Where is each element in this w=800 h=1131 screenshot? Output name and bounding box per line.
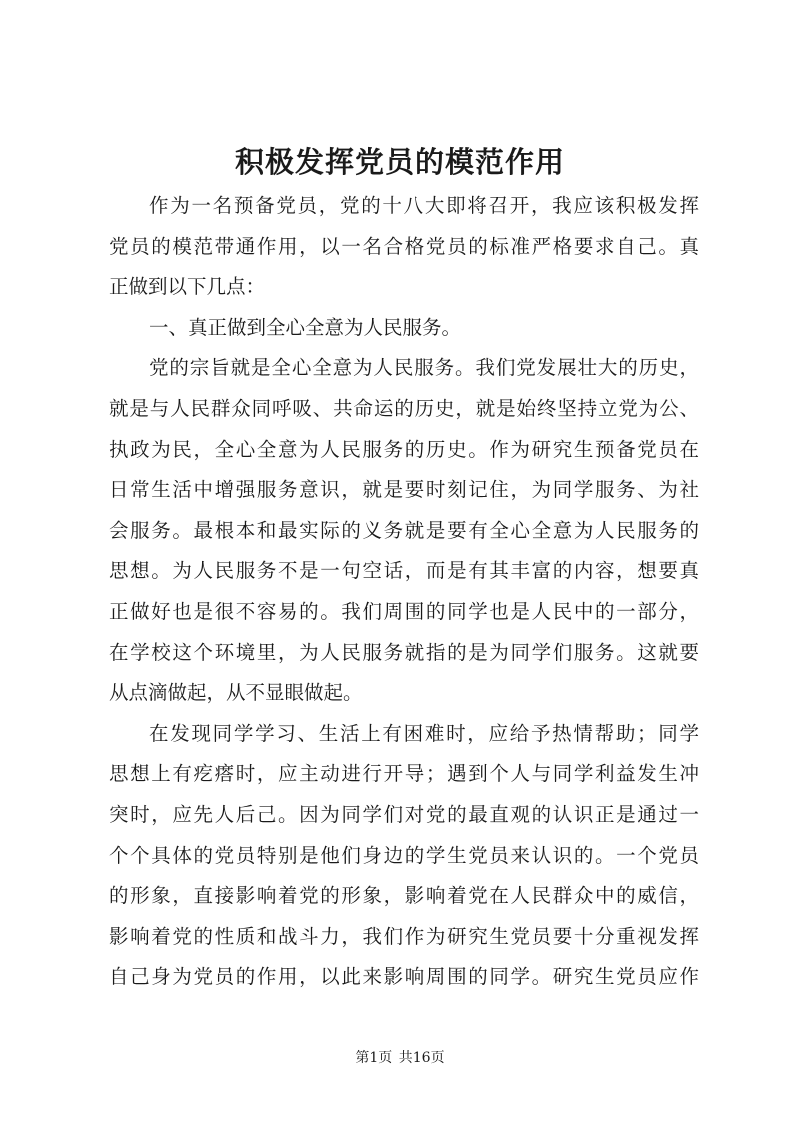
body-line: 在学校这个环境里，为人民服务就指的是为同学们服务。这就要 [109,640,699,664]
body-line: 正做好也是很不容易的。我们周围的同学也是人民中的一部分， [109,599,699,623]
page-total: 共16页 [398,1050,445,1066]
body-line: 从点滴做起，从不显眼做起。 [109,681,363,705]
body-line: 正做到以下几点： [109,275,266,299]
body-line: 思想上有疙瘩时，应主动进行开导；遇到个人与同学利益发生冲 [109,762,699,786]
body-line: 突时，应先人后己。因为同学们对党的最直观的认识正是通过一 [109,802,699,826]
body-line: 思想。为人民服务不是一句空话，而是有其丰富的内容，想要真 [109,559,699,583]
body-line: 执政为民，全心全意为人民服务的历史。作为研究生预备党员在 [109,437,699,461]
body-line: 影响着党的性质和战斗力，我们作为研究生党员要十分重视发挥 [109,924,699,948]
page-number: 第1页 [355,1050,393,1066]
document-body [109,186,699,998]
body-line: 党员的模范带通作用，以一名合格党员的标准严格要求自己。真 [109,234,699,258]
document-title: 积极发挥党员的模范作用 [234,145,565,179]
body-line: 党的宗旨就是全心全意为人民服务。我们党发展壮大的历史， [149,356,699,380]
body-line: 的形象，直接影响着党的形象，影响着党在人民群众中的威信， [109,884,699,908]
page-footer [0,1048,800,1068]
body-line: 自己身为党员的作用，以此来影响周围的同学。研究生党员应作 [109,965,699,989]
body-line: 就是与人民群众同呼吸、共命运的历史，就是始终坚持立党为公、 [109,396,699,420]
section-heading: 一、真正做到全心全意为人民服务。 [149,315,462,339]
body-line: 日常生活中增强服务意识，就是要时刻记住，为同学服务、为社 [109,478,699,502]
body-line: 作为一名预备党员，党的十八大即将召开，我应该积极发挥 [149,194,699,217]
body-line: 个个具体的党员特别是他们身边的学生党员来认识的。一个党员 [109,843,699,867]
body-line: 会服务。最根本和最实际的义务就是要有全心全意为人民服务的 [109,518,699,542]
body-line: 在发现同学学习、生活上有困难时，应给予热情帮助；同学 [149,721,699,745]
